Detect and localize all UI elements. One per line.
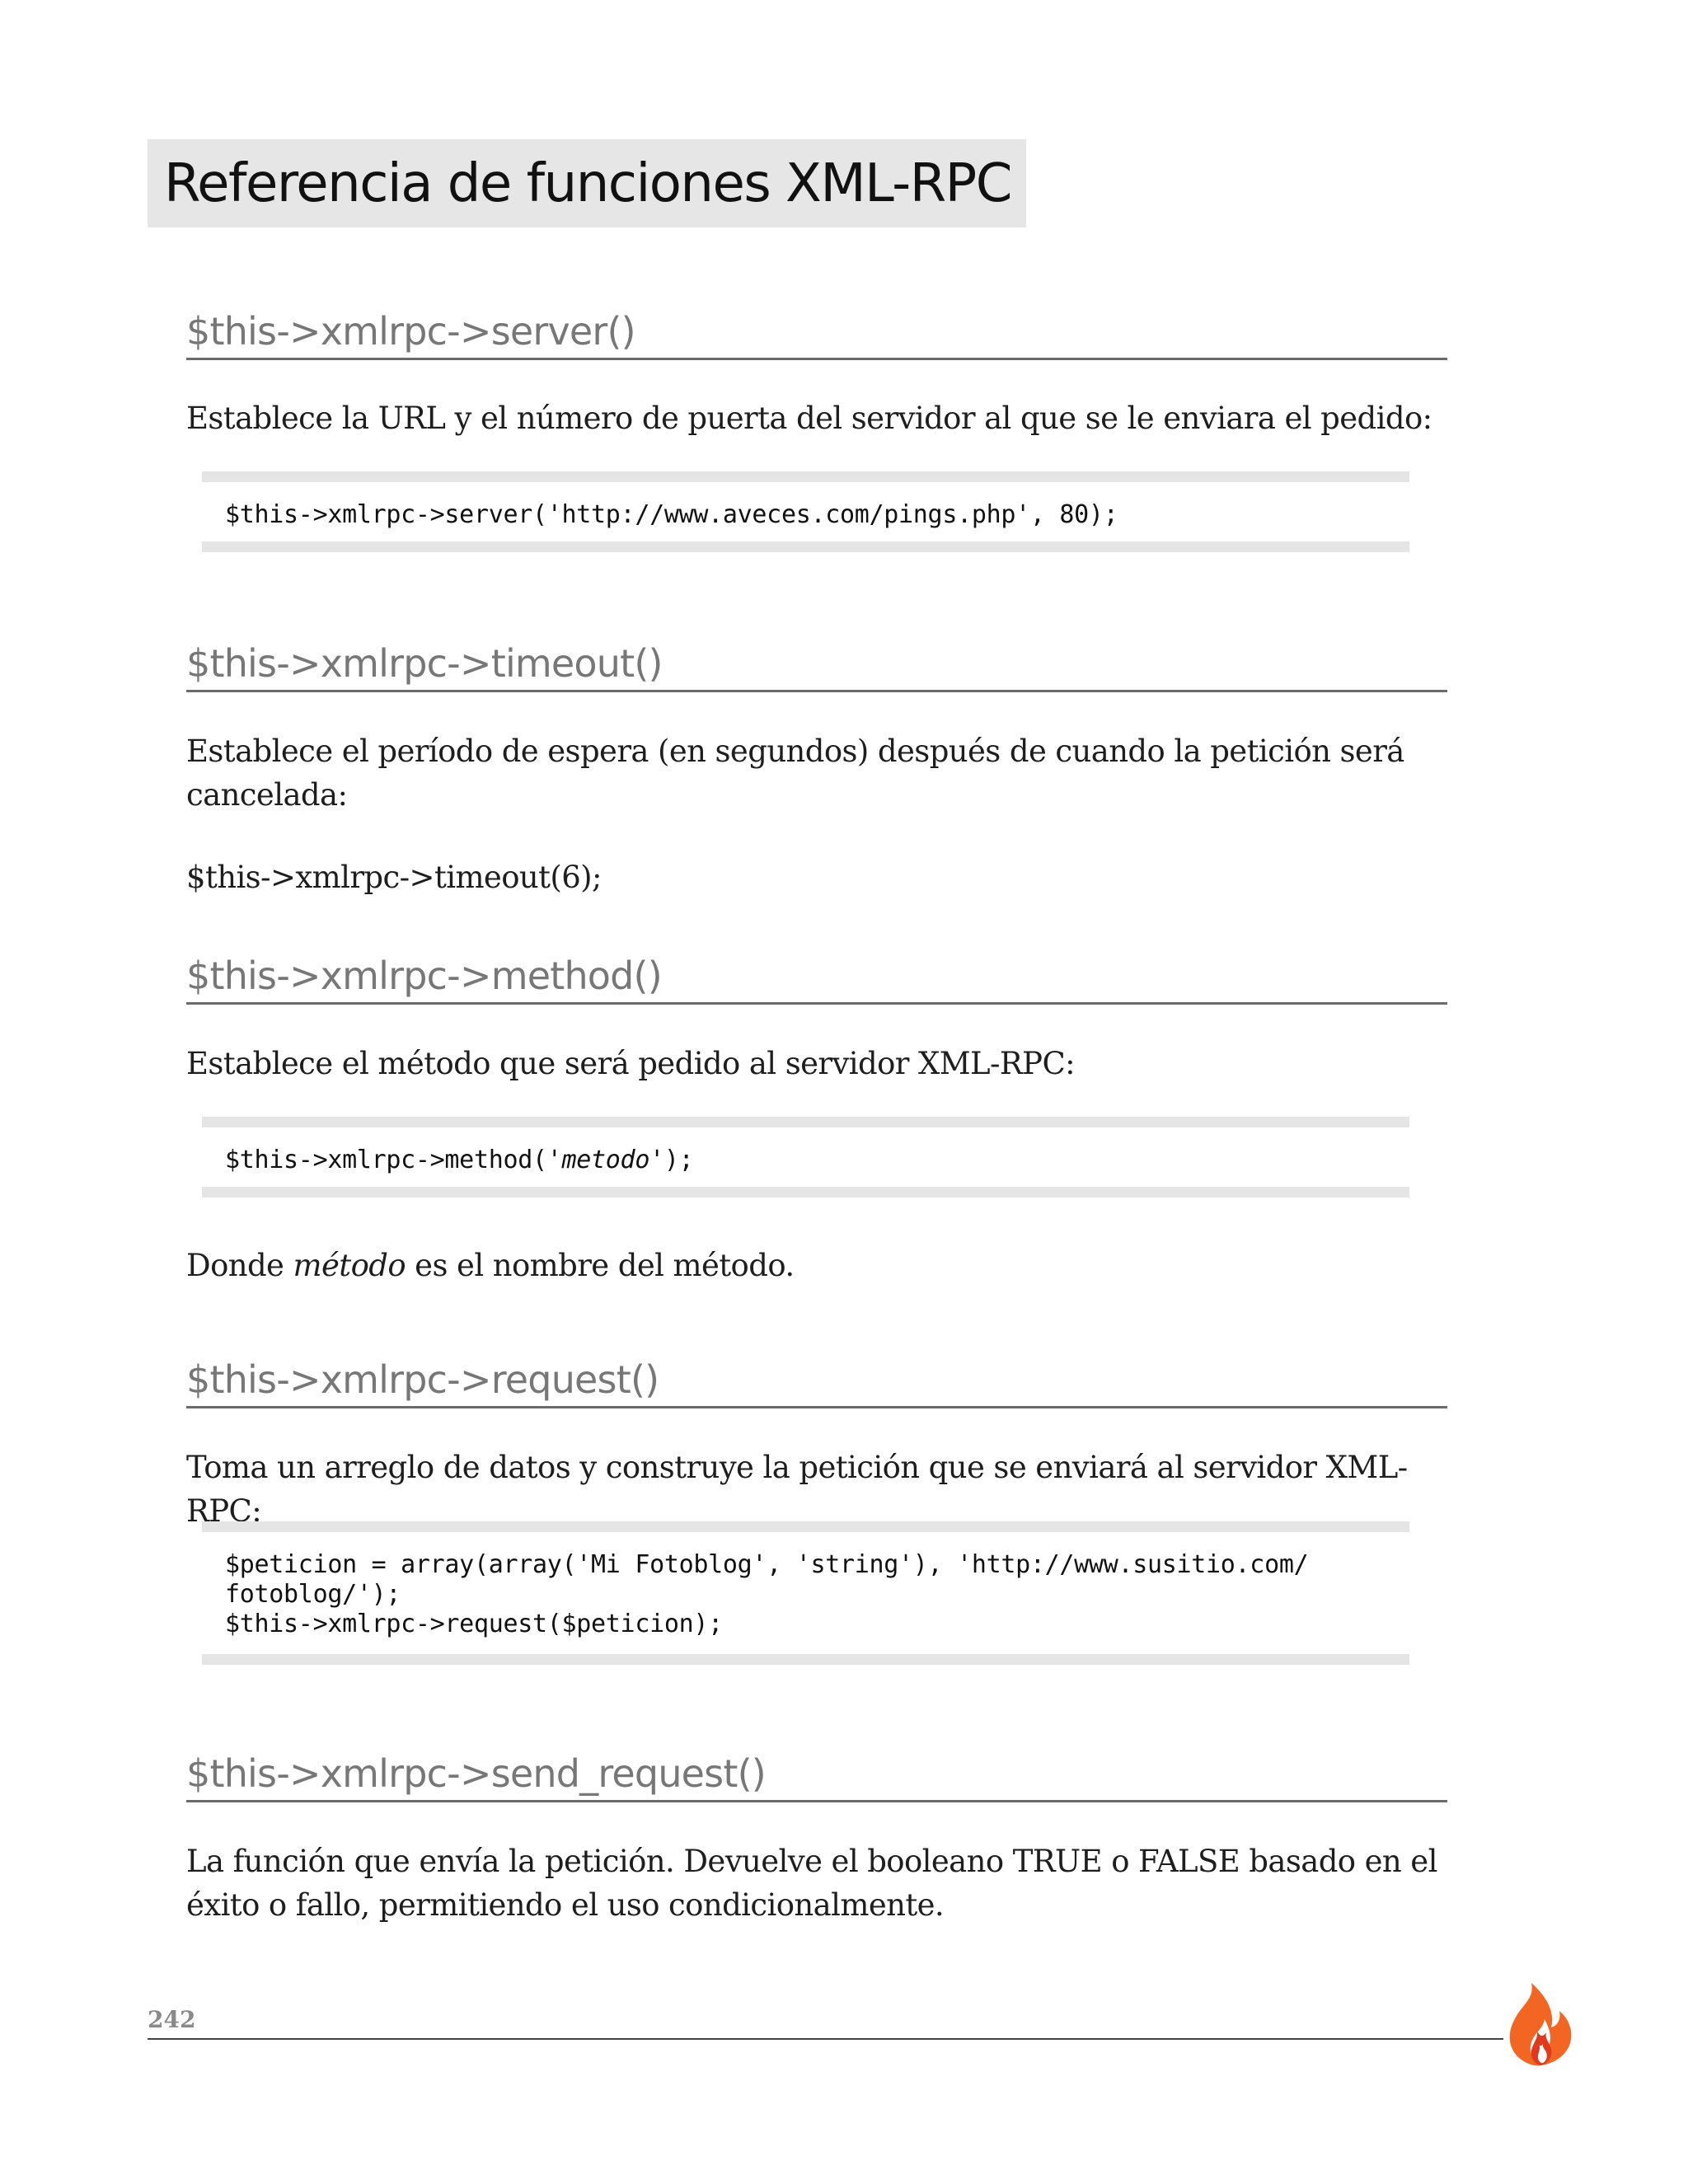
code-line: $peticion = array(array('Mi Fotoblog', 'string'), 'http://www.susitio.com/ — [225, 1550, 1309, 1579]
send-request-description-line: La función que envía la petición. Devuelve el booleano TRUE o FALSE basado en el — [186, 1844, 1437, 1879]
note-suffix: es el nombre del método. — [406, 1248, 795, 1283]
section-heading-method: $this->xmlrpc->method() — [186, 953, 1447, 1005]
method-note — [186, 1244, 1456, 1287]
server-description: Establece la URL y el número de puerta del servidor al que se le enviara el pedido: — [186, 401, 1432, 436]
note-italic: método — [293, 1248, 406, 1283]
code-suffix: '); — [649, 1146, 694, 1174]
send-request-description-line: éxito o fallo, permitiendo el uso condicionalmente. — [186, 1887, 945, 1923]
request-code-block — [202, 1521, 1409, 1665]
code-italic: metodo — [561, 1146, 650, 1174]
request-description: Toma un arreglo de datos y construye la petición que se enviará al servidor XML-RPC: — [186, 1450, 1408, 1529]
send-request-description — [186, 1840, 1456, 1927]
timeout-example: $this->xmlrpc->timeout(6); — [186, 860, 602, 895]
section-heading-request: $this->xmlrpc->request() — [186, 1357, 1447, 1408]
code-line — [225, 1146, 1386, 1175]
code-line: $this->xmlrpc->request($peticion); — [225, 1610, 723, 1638]
code-line: fotoblog/'); — [225, 1580, 401, 1609]
code-line: $this->xmlrpc->server('http://www.aveces.com/pings.php', 80); — [225, 500, 1118, 529]
page-title-box — [148, 139, 1026, 227]
section-heading-timeout: $this->xmlrpc->timeout() — [186, 640, 1447, 692]
timeout-description-line: Establece el período de espera (en segundos) después de cuando la petición será — [186, 733, 1404, 769]
section-heading-server: $this->xmlrpc->server() — [186, 308, 1447, 360]
code-prefix: $this->xmlrpc->method(' — [225, 1146, 562, 1174]
section-heading-send-request: $this->xmlrpc->send_request() — [186, 1750, 1447, 1802]
note-prefix: Donde — [186, 1248, 293, 1283]
codeigniter-flame-icon — [1498, 1980, 1574, 2070]
timeout-description-line: cancelada: — [186, 777, 348, 813]
timeout-description — [186, 729, 1456, 817]
footer-rule — [148, 2038, 1503, 2040]
method-description: Establece el método que será pedido al servidor XML-RPC: — [186, 1046, 1076, 1081]
method-code-block — [202, 1117, 1409, 1197]
page-title: Referencia de funciones XML-RPC — [164, 152, 1011, 214]
server-code-block — [202, 471, 1409, 552]
page-number: 242 — [148, 2006, 196, 2033]
